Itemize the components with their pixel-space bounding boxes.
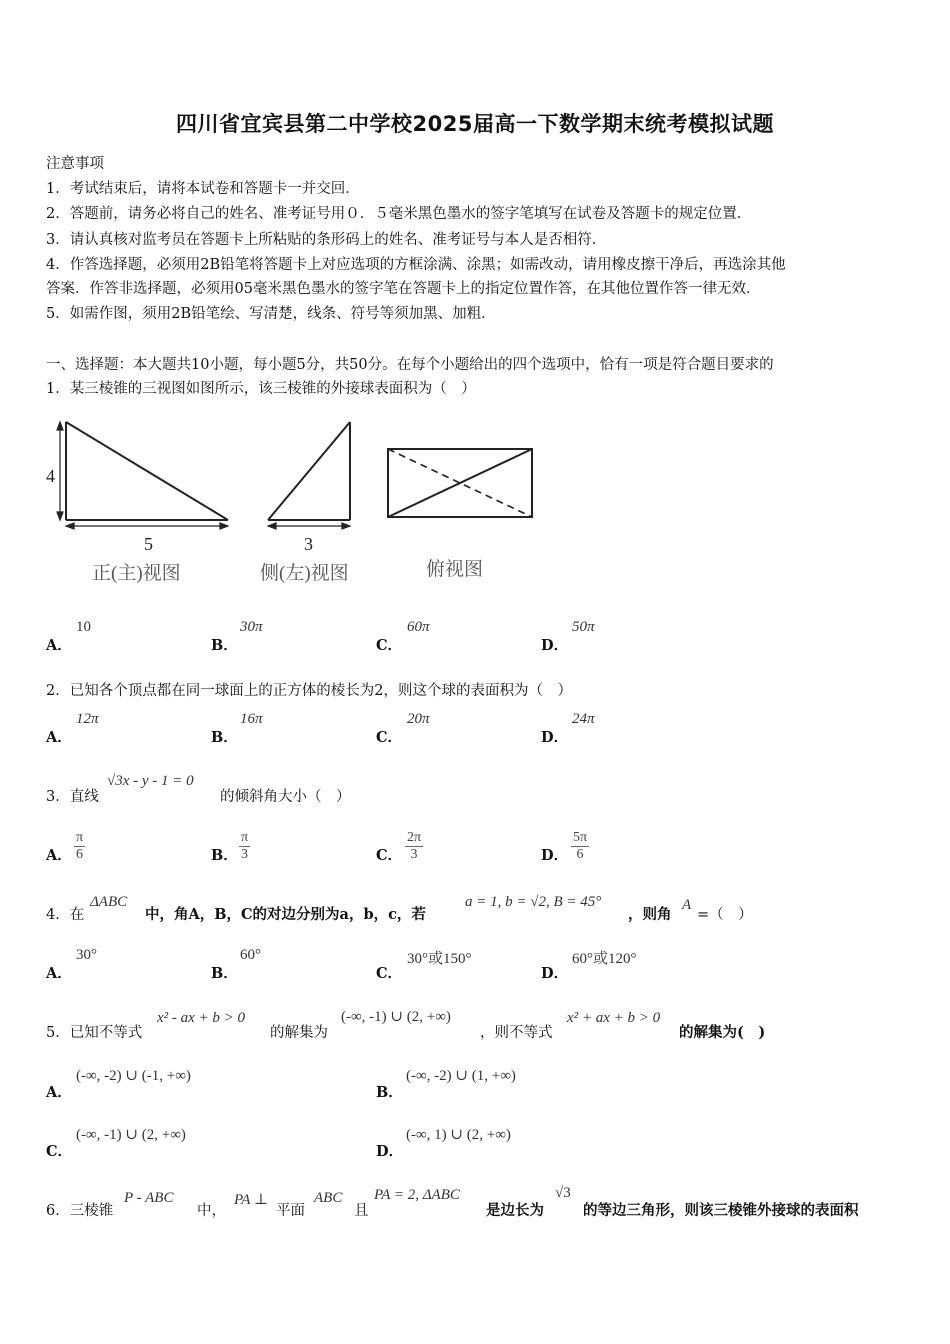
q3-option-a-denominator: 6 bbox=[76, 847, 84, 862]
question-4-condition: a = 1, b = √2, B = 45° bbox=[465, 894, 602, 910]
front-view-caption: 正(主)视图 bbox=[92, 563, 181, 584]
notice-item-2: 2．答题前，请务必将自己的姓名、准考证号用０．５毫米黑色墨水的签字笔填写在试卷及答题卡的规定位置． bbox=[46, 206, 752, 222]
q3-option-b-denominator: 3 bbox=[241, 847, 249, 862]
q5-option-c-value: (-∞, -1) ∪ (2, +∞) bbox=[76, 1127, 186, 1143]
question-6-condition: PA = 2, ΔABC bbox=[374, 1187, 460, 1203]
q2-option-a-value: 12π bbox=[76, 711, 99, 727]
q3-option-d-numerator: 5π bbox=[573, 830, 588, 845]
page-title: 四川省宜宾县第二中学校2025届高一下数学期末统考模拟试题 bbox=[176, 112, 774, 136]
question-5-mid-2: ，则不等式 bbox=[480, 1025, 553, 1041]
top-view bbox=[388, 449, 532, 517]
question-6-t1: 中， bbox=[197, 1203, 226, 1219]
q4-option-b-label[interactable]: B． bbox=[211, 965, 238, 982]
question-6-prefix: 6．三棱锥 bbox=[46, 1203, 114, 1219]
q5-option-b-value: (-∞, -2) ∪ (1, +∞) bbox=[406, 1068, 516, 1084]
question-2-text: 2．已知各个顶点都在同一球面上的正方体的棱长为2，则这个球的表面积为（ ） bbox=[46, 683, 572, 699]
q2-option-b-label[interactable]: B． bbox=[211, 729, 238, 746]
q5-option-c-label[interactable]: C． bbox=[46, 1143, 73, 1160]
q3-option-c-fraction bbox=[405, 830, 423, 863]
q3-option-a-numerator: π bbox=[76, 830, 84, 845]
notice-item-4-cont: 答案．作答非选择题，必须用05毫米黑色墨水的签字笔在答题卡上的指定位置作答，在其他位置作答一律无效． bbox=[46, 281, 761, 297]
question-5-inequality-1: x² - ax + b > 0 bbox=[157, 1010, 246, 1026]
question-6-t2: 平面 bbox=[276, 1203, 305, 1219]
question-3-suffix: 的倾斜角大小（ ） bbox=[220, 789, 351, 805]
side-width-dimension bbox=[268, 523, 350, 529]
top-view-caption: 俯视图 bbox=[426, 559, 484, 580]
q3-option-b-numerator: π bbox=[241, 830, 249, 845]
q4-option-d-value: 60°或120° bbox=[572, 951, 637, 967]
question-6-t5: 的等边三角形，则该三棱锥外接球的表面积 bbox=[583, 1202, 859, 1219]
q1-option-b-value: 30π bbox=[240, 619, 263, 635]
q3-option-d-fraction bbox=[571, 830, 589, 863]
question-4-angle: A bbox=[682, 897, 692, 913]
front-height-dimension bbox=[57, 422, 63, 520]
q1-option-a-value: 10 bbox=[76, 619, 91, 635]
q5-option-d-label[interactable]: D． bbox=[376, 1143, 404, 1160]
q4-option-c-label[interactable]: C． bbox=[376, 965, 403, 982]
q5-option-a-label[interactable]: A． bbox=[46, 1084, 72, 1101]
question-5-end: 的解集为( ) bbox=[679, 1024, 766, 1041]
question-4-end: =（ ） bbox=[697, 907, 753, 923]
question-5-prefix: 5．已知不等式 bbox=[46, 1025, 143, 1041]
notice-item-3: 3．请认真核对监考员在答题卡上所粘贴的条形码上的姓名、准考证号与本人是否相符． bbox=[46, 232, 607, 248]
q4-option-b-value: 60° bbox=[240, 947, 261, 963]
notice-item-1: 1．考试结束后，请将本试卷和答题卡一并交回． bbox=[46, 181, 360, 197]
section-heading: 一、选择题：本大题共10小题，每小题5分，共50分。在每个小题给出的四个选项中，恰有一项是符合题目要求的 bbox=[46, 357, 774, 373]
q1-option-b-label[interactable]: B． bbox=[211, 637, 238, 654]
question-5-inequality-2: x² + ax + b > 0 bbox=[567, 1010, 661, 1026]
question-4-triangle: ΔABC bbox=[90, 894, 128, 910]
q2-option-a-label[interactable]: A． bbox=[46, 729, 72, 746]
q5-option-b-label[interactable]: B． bbox=[376, 1084, 403, 1101]
side-view-caption: 侧(左)视图 bbox=[260, 563, 349, 584]
question-5-mid: 的解集为 bbox=[270, 1025, 328, 1041]
q2-option-c-value: 20π bbox=[407, 711, 430, 727]
question-5-set-1: (-∞, -1) ∪ (2, +∞) bbox=[341, 1009, 451, 1025]
q2-option-b-value: 16π bbox=[240, 711, 263, 727]
q2-option-d-label[interactable]: D． bbox=[541, 729, 569, 746]
front-view bbox=[66, 422, 228, 520]
question-4-tail: ，则角 bbox=[628, 906, 672, 923]
question-6-t4: 是边长为 bbox=[486, 1202, 544, 1219]
q1-option-d-value: 50π bbox=[572, 619, 595, 635]
q2-option-c-label[interactable]: C． bbox=[376, 729, 403, 746]
front-height-label: 4 bbox=[46, 466, 55, 486]
q4-option-a-value: 30° bbox=[76, 947, 97, 963]
q3-option-a-fraction bbox=[74, 830, 85, 863]
q5-option-a-value: (-∞, -2) ∪ (-1, +∞) bbox=[76, 1068, 191, 1084]
question-6-plane: ABC bbox=[314, 1190, 343, 1206]
q2-option-d-value: 24π bbox=[572, 711, 595, 727]
question-6-root: √3 bbox=[555, 1185, 571, 1201]
side-view bbox=[268, 422, 350, 520]
three-view-figure bbox=[40, 412, 560, 597]
q4-option-a-label[interactable]: A． bbox=[46, 965, 72, 982]
notice-heading: 注意事项 bbox=[46, 156, 104, 172]
q1-option-c-label[interactable]: C． bbox=[376, 637, 403, 654]
q3-option-a-label[interactable]: A． bbox=[46, 847, 72, 864]
q3-option-b-fraction bbox=[239, 830, 250, 863]
q3-option-b-label[interactable]: B． bbox=[211, 847, 238, 864]
q4-option-c-value: 30°或150° bbox=[407, 951, 472, 967]
question-1-text: 1．某三棱锥的三视图如图所示，该三棱锥的外接球表面积为（ ） bbox=[46, 381, 476, 397]
question-4-mid: 中，角A，B，C的对边分别为a，b，c，若 bbox=[145, 906, 426, 923]
q3-option-c-numerator: 2π bbox=[407, 830, 422, 845]
front-width-dimension bbox=[66, 523, 228, 529]
question-6-pyramid: P - ABC bbox=[124, 1190, 174, 1206]
notice-item-4: 4．作答选择题，必须用2B铅笔将答题卡上对应选项的方框涂满、涂黑；如需改动，请用橡皮擦干净后，再选涂其他 bbox=[46, 257, 786, 273]
q3-option-d-denominator: 6 bbox=[576, 847, 584, 862]
q3-option-c-label[interactable]: C． bbox=[376, 847, 403, 864]
side-width-label: 3 bbox=[304, 534, 313, 554]
question-6-perpendicular: PA ⊥ bbox=[234, 1192, 268, 1208]
question-3-formula: √3x - y - 1 = 0 bbox=[107, 773, 194, 789]
question-4-prefix: 4．在 bbox=[46, 907, 85, 923]
q3-option-c-denominator: 3 bbox=[410, 847, 418, 862]
q1-option-c-value: 60π bbox=[407, 619, 430, 635]
question-6-t3: 且 bbox=[354, 1203, 369, 1219]
q3-option-d-label[interactable]: D． bbox=[541, 847, 569, 864]
q1-option-a-label[interactable]: A． bbox=[46, 637, 72, 654]
q5-option-d-value: (-∞, 1) ∪ (2, +∞) bbox=[406, 1127, 511, 1143]
notice-item-5: 5．如需作图，须用2B铅笔绘、写清楚，线条、符号等须加黑、加粗． bbox=[46, 306, 496, 322]
question-3-prefix: 3．直线 bbox=[46, 789, 99, 805]
front-width-label: 5 bbox=[144, 534, 153, 554]
q1-option-d-label[interactable]: D． bbox=[541, 637, 569, 654]
q4-option-d-label[interactable]: D． bbox=[541, 965, 569, 982]
